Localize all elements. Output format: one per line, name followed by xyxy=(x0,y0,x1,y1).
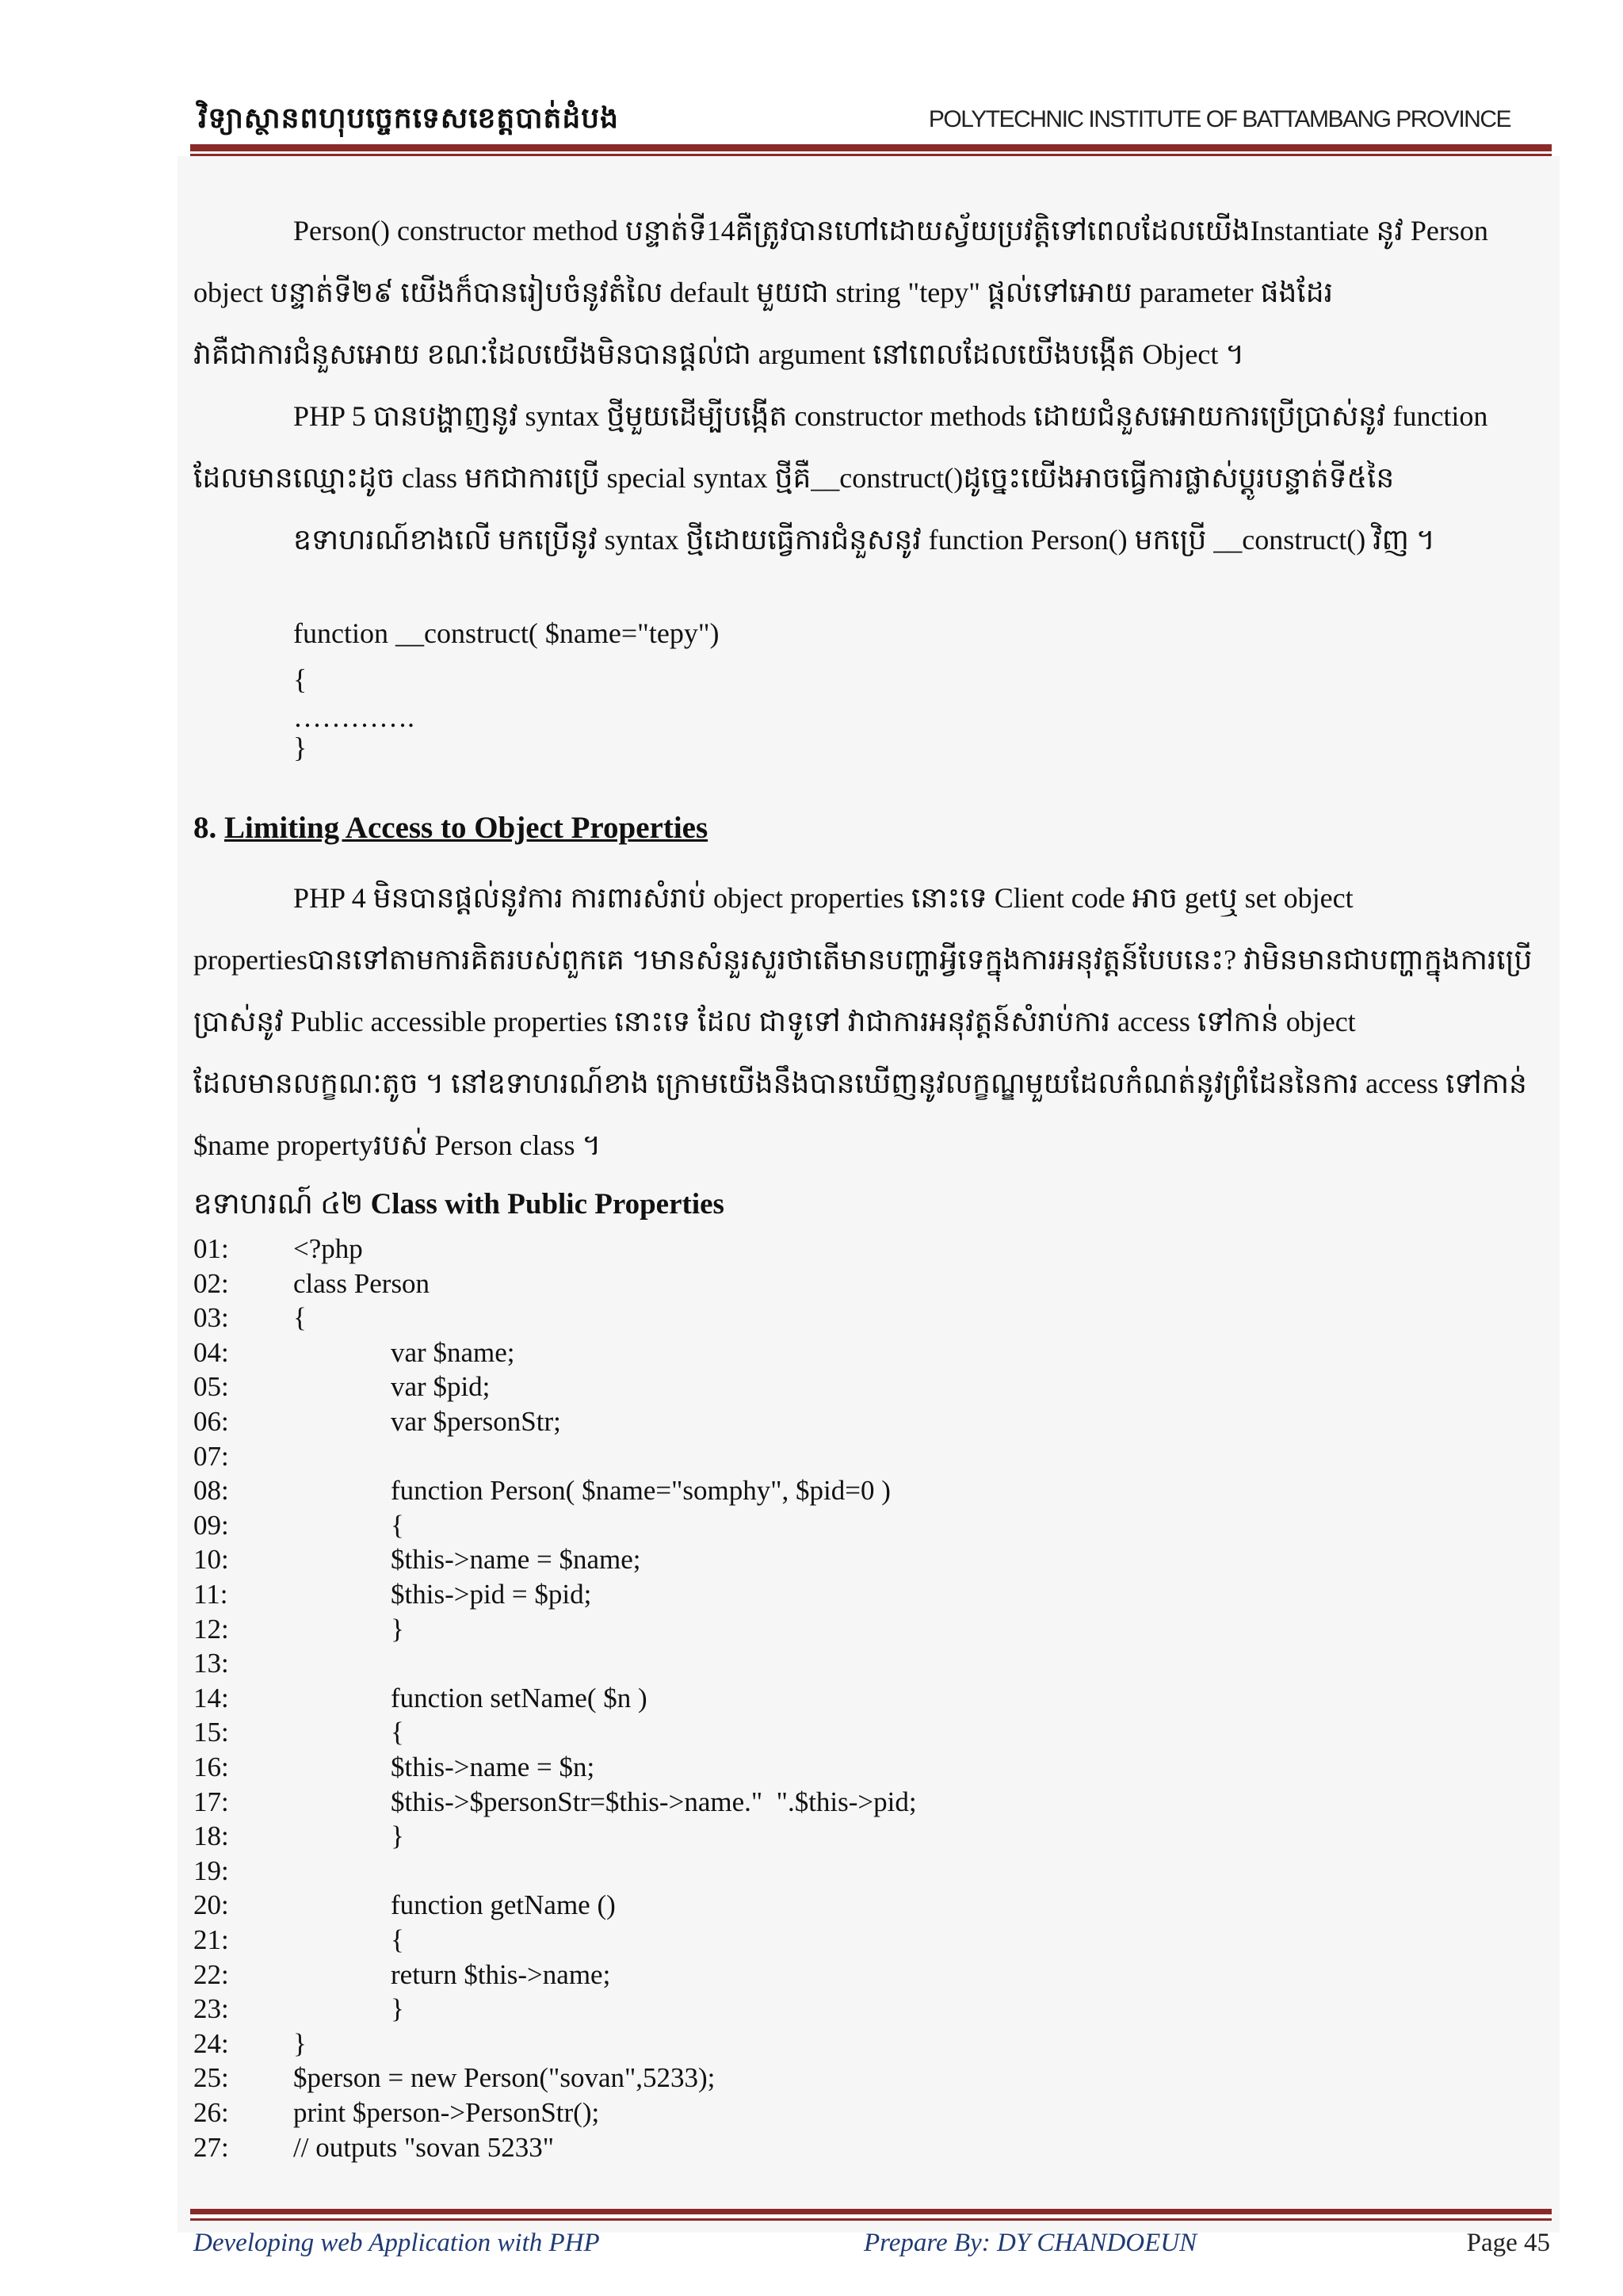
code-line-number: 13: xyxy=(193,1648,229,1679)
code-line-text: { xyxy=(391,1924,404,1955)
code-line-text: $person = new Person("sovan",5233); xyxy=(293,2062,716,2093)
paragraph-line: ដែលមានលក្ខណៈតូច ។ នៅឧទាហរណ៍ខាង ក្រោមយើងនឹងបានឃើញនូវលក្ខណ្ឌមួយដែលកំណត់នូវព្រំដែននៃការ access ទៅកាន់ xyxy=(193,1068,1527,1099)
code-line-number: 10: xyxy=(193,1544,229,1575)
code-line-number: 01: xyxy=(193,1233,229,1264)
code-line-number: 12: xyxy=(193,1614,229,1645)
code-line-number: 19: xyxy=(193,1855,229,1886)
section-title: Limiting Access to Object Properties xyxy=(224,811,708,845)
section-number: 8. xyxy=(193,811,217,845)
code-line-text: var $personStr; xyxy=(391,1406,561,1437)
code-line-text: $this->$personStr=$this->name." ".$this->pid; xyxy=(391,1786,917,1817)
snippet-line: } xyxy=(293,732,307,763)
code-line-text: return $this->name; xyxy=(391,1959,611,1990)
footer-rule xyxy=(190,2209,1552,2214)
code-line-number: 27: xyxy=(193,2132,229,2163)
example-title: Class with Public Properties xyxy=(370,1188,724,1221)
paragraph-line: PHP 4 មិនបានផ្តល់នូវការ ការពារសំរាប់ object properties នោះទេ Client code អាច getឬ set object xyxy=(293,882,1354,914)
paragraph-line: Person() constructor method បន្ទាត់ទី14គឺត្រូវបានហៅដោយស្វ័យប្រវត្តិទៅពេលដែលយើងInstantiate នូវ Person xyxy=(293,215,1488,246)
code-line-number: 21: xyxy=(193,1924,229,1955)
code-line-number: 18: xyxy=(193,1820,229,1851)
snippet-line: { xyxy=(293,663,307,695)
code-line-text: } xyxy=(293,2028,307,2059)
code-line-number: 24: xyxy=(193,2028,229,2059)
code-line-text: class Person xyxy=(293,1268,430,1299)
page-number: Page 45 xyxy=(1466,2229,1550,2257)
code-line-text: function getName () xyxy=(391,1889,616,1920)
paragraph-line: $name propertyរបស់ Person class ។ xyxy=(193,1129,601,1161)
code-line-text: $this->name = $n; xyxy=(391,1752,595,1782)
code-line-number: 23: xyxy=(193,1993,229,2024)
code-line-text: } xyxy=(391,1993,404,2024)
paragraph-line: propertiesបានទៅតាមការគិតរបស់ពួកគេ ។មានសំនួរសួរថាតើមានបញ្ហាអ្វីទេក្នុងការអនុវត្តន៍បែបនេះ? វាមិនមានជាបញ្ហាក្នុងការប្រើ xyxy=(193,944,1533,976)
code-line-number: 02: xyxy=(193,1268,229,1299)
code-line-text: var $pid; xyxy=(391,1371,491,1402)
paragraph-line: វាគឺជាការជំនួសអោយ ខណៈដែលយើងមិនបានផ្តល់ជា argument នៅពេលដែលយើងបង្កើត Object ។ xyxy=(193,338,1245,370)
snippet-line: function __construct( $name="tepy") xyxy=(293,617,720,649)
code-line-text: } xyxy=(391,1614,404,1645)
code-line-number: 11: xyxy=(193,1579,228,1610)
code-line-number: 26: xyxy=(193,2097,229,2128)
code-line-number: 22: xyxy=(193,1959,229,1990)
section-heading xyxy=(193,810,708,846)
code-line-number: 17: xyxy=(193,1786,229,1817)
code-line-number: 25: xyxy=(193,2062,229,2093)
example-caption xyxy=(193,1186,724,1228)
code-line-text: <?php xyxy=(293,1233,363,1264)
code-line-text: function Person( $name="somphy", $pid=0 ) xyxy=(391,1475,891,1506)
footer-center-text: Prepare By: DY CHANDOEUN xyxy=(864,2229,1197,2257)
code-line-text: var $name; xyxy=(391,1337,515,1368)
paragraph-line: ឧទាហរណ៍ខាងលើ មកប្រើនូវ syntax ថ្មីដោយធ្វើការជំនួសនូវ function Person() មកប្រើ __construct() វិញ ។ xyxy=(293,524,1435,556)
code-line-text: $this->pid = $pid; xyxy=(391,1579,592,1610)
paragraph-line: ដែលមានឈ្មោះដូច class មកជាការប្រើ special syntax ថ្មីគឺ__construct()ដូច្នេះយើងអាចធ្វើការផ្លាស់ប្តូរបន្ទាត់ទី៥នៃ xyxy=(193,462,1395,494)
header-english-title: POLYTECHNIC INSTITUTE OF BATTAMBANG PROVINCE xyxy=(928,106,1510,132)
code-line-text: $this->name = $name; xyxy=(391,1544,641,1575)
code-line-text: { xyxy=(293,1302,307,1333)
example-label: ឧទាហរណ៍ ៤២ xyxy=(193,1188,364,1221)
code-line-number: 07: xyxy=(193,1441,229,1472)
snippet-line: …………. xyxy=(293,701,414,733)
code-line-number: 15: xyxy=(193,1717,229,1748)
code-line-text: // outputs "sovan 5233" xyxy=(293,2132,554,2163)
code-line-text: function setName( $n ) xyxy=(391,1683,647,1713)
header-rule xyxy=(190,144,1552,154)
code-line-number: 14: xyxy=(193,1683,229,1713)
paragraph-line: PHP 5 បានបង្ហាញនូវ syntax ថ្មីមួយដើម្បីបង្កើត constructor methods ដោយជំនួសអោយការប្រើប្រាស់នូវ function xyxy=(293,400,1488,432)
code-line-text: { xyxy=(391,1510,404,1541)
code-line-number: 03: xyxy=(193,1302,229,1333)
code-line-number: 09: xyxy=(193,1510,229,1541)
code-line-text: print $person->PersonStr(); xyxy=(293,2097,600,2128)
code-line-number: 06: xyxy=(193,1406,229,1437)
paragraph-line: ប្រាស់នូវ Public accessible properties នោះទេ ដែល ជាទូទៅ វាជាការអនុវត្តន៍សំរាប់ការ access ទៅកាន់ object xyxy=(193,1006,1356,1037)
code-line-number: 16: xyxy=(193,1752,229,1782)
code-line-text: } xyxy=(391,1820,404,1851)
code-line-number: 05: xyxy=(193,1371,229,1402)
code-line-number: 04: xyxy=(193,1337,229,1368)
code-line-text: { xyxy=(391,1717,404,1748)
code-line-number: 08: xyxy=(193,1475,229,1506)
paragraph-line: object បន្ទាត់ទី២៩ យើងក៏បានរៀបចំនូវតំលៃ default មួយជា string "tepy" ផ្តល់ទៅអោយ parameter ផងដែរ xyxy=(193,277,1334,308)
header-khmer-title: វិទ្យាស្ថានពហុបច្ចេកទេសខេត្តបាត់ដំបង xyxy=(198,102,619,135)
code-line-number: 20: xyxy=(193,1889,229,1920)
footer-left-text: Developing web Application with PHP xyxy=(193,2229,600,2257)
